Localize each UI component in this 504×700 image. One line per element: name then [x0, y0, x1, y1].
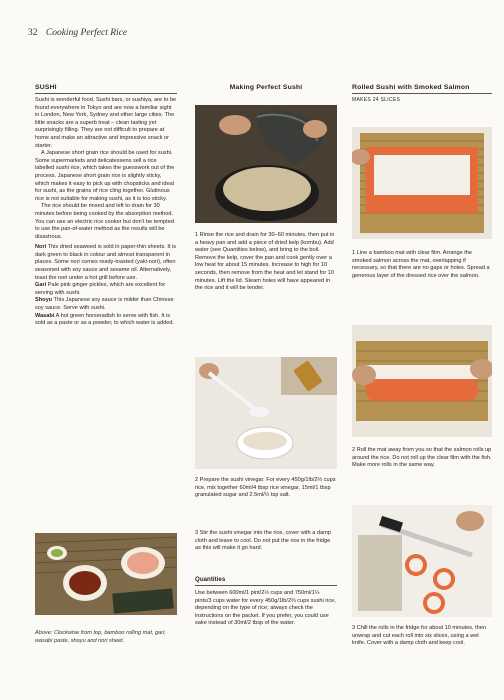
section-heading-sushi: SUSHI [35, 84, 177, 94]
glossary-shoyu: Shoyu This Japanese soy sauce is milder than Chinese soy sauce. Serve with sushi. [35, 297, 174, 312]
intro-paragraph-1: Sushi is wonderful food. Sushi bars, or sushiya, are to be found everywhere in Tokyo and are now a familiar sight in London, New York, Sydney and other large cities. The little snacks are a superb treat – clean tasting yet surprisingly filling. They are not difficult to prepare at home and make an attractive and impressive snack or starter. [35, 97, 177, 149]
rice-pan-photo [195, 105, 337, 223]
intro-paragraph-3: The rice should be rinsed and left to drain for 30 minutes before being cooked by the absorption method. You can use an electric rice cooker but don't be tempted to use the pan-of-water method as the results will be disastrous. [35, 203, 174, 240]
quantities-text: Use between 600ml/1 pint/2½ cups and 750ml/1¼ pints/3 cups water for every 450g/1lb/2⅔ cups sushi rice, depending on the type of rice; always check the instructions on the packet. If you prefer, you could use sake instead of 30ml/2 tbsp of the water. [195, 590, 336, 627]
column-sushi-intro [35, 84, 177, 328]
section-heading-rolled: Rolled Sushi with Smoked Salmon [352, 84, 492, 94]
salmon-mat-photo [352, 127, 492, 239]
page-number: 32 [28, 28, 38, 38]
section-heading-making: Making Perfect Sushi [229, 84, 303, 91]
ingredients-photo [35, 533, 177, 615]
making-step-3: 3 Stir the sushi vinegar into the rice, cover with a damp cloth and leave to cool. Do not put the rice in the fridge as this will make it go hard. [195, 530, 331, 552]
rolling-photo [352, 325, 492, 437]
intro-paragraph-2: A Japanese short grain rice should be used for sushi. Some supermarkets and delicatessens sell a rice labelled sushi rice, which takes the guesswork out of the process. Japanese short grain rice is slightly sticky, which makes it easy to pick up with chopsticks and ideal for sushi, as the grains of rice cling together. Glutinous rice is not suitable for making sushi, as it is too sticky. [35, 150, 175, 202]
column-making-sushi [195, 84, 337, 96]
page-header [28, 28, 127, 38]
making-step-2: 2 Prepare the sushi vinegar. For every 450g/1lb/2⅔ cups rice, mix together 60ml/4 tbsp rice vinegar, 15ml/1 tbsp granulated sugar and 2.5ml/½ tsp salt. [195, 477, 336, 499]
glossary-gari: Gari Pale pink ginger pickles, which are excellent for serving with sushi. [35, 282, 166, 296]
quantities-heading: Quantities [195, 576, 337, 586]
vinegar-photo [195, 357, 337, 469]
glossary-wasabi: Wasabi A hot green horseradish to serve with fish. It is sold as a paste or as a powder, to which water is added. [35, 312, 174, 327]
making-step-1: 1 Rinse the rice and drain for 30–60 minutes, then put in a heavy pan and add a piece of dried kelp (kombu). Add water (see Quantities below), and bring to the boil. Remove the kelp, cover the pan and cook gently over a low heat for about 15 minutes. Increase to high for 10 seconds, then remove from the heat and let stand for 10 minutes. Lift the lid. Steam holes will have appeared in the rice and it will be tender. [195, 232, 335, 292]
book-title: Cooking Perfect Rice [45, 28, 128, 38]
rolled-step-2: 2 Roll the mat away from you so that the salmon rolls up around the rice. Do not roll up the clear film with the fish. Make more rolls in the same way. [352, 447, 492, 469]
ingredients-caption: Above: Clockwise from top, bamboo rolling mat, gari, wasabi paste, shoyu and nori sheet. [35, 630, 166, 644]
slicing-photo [352, 505, 492, 617]
rolled-step-1: 1 Line a bamboo mat with clear film. Arrange the smoked salmon across the mat, overlapping if necessary, so that there are no gaps or holes. Spread a generous layer of the dressed rice over the salmon. [352, 250, 490, 279]
glossary-nori: Nori This dried seaweed is sold in paper-thin sheets. It is dark green to black in colour and almost transparent in places. Some nori comes ready-toasted (yaki-nori), often seasoned with soy sauce and sesame oil. Alternatively, toast the nori under a hot grill before use. [35, 244, 177, 281]
rolled-step-3: 3 Chill the rolls in the fridge for about 10 minutes, then unwrap and cut each roll into six slices, using a wet knife. Cover with a damp cloth and keep cool. [352, 625, 487, 647]
column-rolled-sushi [352, 84, 492, 108]
makes-slices: MAKES 24 SLICES [352, 97, 401, 103]
